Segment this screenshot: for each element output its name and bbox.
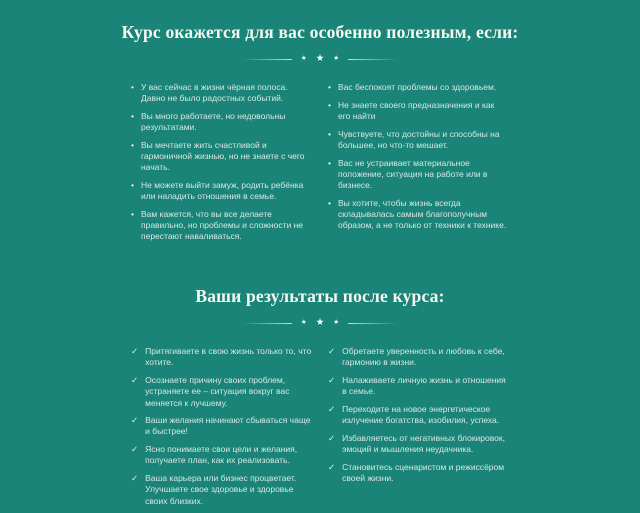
page-title: Ваши результаты после курса: xyxy=(195,286,445,307)
divider-line xyxy=(242,323,292,324)
star-icon: ★ xyxy=(300,55,307,62)
list-item xyxy=(328,375,509,397)
bullet-icon: • xyxy=(328,128,331,139)
check-icon: ✓ xyxy=(131,444,139,455)
two-column-list xyxy=(131,346,509,513)
list-item-text: Вы хотите, чтобы жизнь всегда складывалась самым благополучным образом, а не только от техники к технике. xyxy=(337,197,507,231)
star-icon: ★ xyxy=(315,317,325,329)
list-item-text: Вас не устраивает материальное положение, ситуация на работе или в бизнесе. xyxy=(337,157,488,191)
bullet-icon: • xyxy=(131,82,134,92)
check-icon: ✓ xyxy=(328,375,336,386)
list-item-text: Чувствуете, что достойны и способны на большее, но что-то мешает. xyxy=(337,128,500,150)
list-item xyxy=(131,180,312,202)
check-icon: ✓ xyxy=(328,404,336,414)
list-item-text: Переходите на новое энергетическое излучение богатства, изобилия, успеха. xyxy=(342,404,500,426)
list-item xyxy=(131,111,312,133)
list-item-text: Осознаете причину своих проблем, устраняете ее – ситуация вокруг вас меняется к лучшему. xyxy=(145,375,290,408)
list-item-text: Притягиваете в свою жизнь только то, что хотите. xyxy=(145,346,312,368)
list-item xyxy=(328,100,509,122)
two-column-list xyxy=(131,82,509,249)
bullet-icon: • xyxy=(328,197,331,208)
list-item xyxy=(328,158,509,192)
bullet-icon: • xyxy=(131,180,134,191)
list-item xyxy=(328,404,509,426)
list-item xyxy=(328,346,509,368)
list-item xyxy=(131,415,312,437)
check-icon: ✓ xyxy=(131,473,139,484)
list-column-right xyxy=(328,346,509,513)
list-item xyxy=(131,444,312,466)
list-item xyxy=(131,473,312,507)
star-icon: ★ xyxy=(300,319,307,327)
list-item-text: Не можете выйти замуж, родить ребёнка или наладить отношения в семье. xyxy=(140,180,304,202)
page-title: Курс окажется для вас особенно полезным, если: xyxy=(121,22,519,42)
check-icon: ✓ xyxy=(328,461,336,472)
list-item xyxy=(328,82,509,93)
list-item-text: Становитесь сценаристом и режиссёром своей жизни. xyxy=(342,461,505,484)
section-course-results xyxy=(0,286,640,513)
list-item-text: Ясно понимаете свои цели и желания, получаете план, как их реализовать. xyxy=(145,444,298,466)
section-course-useful xyxy=(0,22,640,249)
list-column-right xyxy=(328,82,509,249)
check-icon: ✓ xyxy=(328,432,336,443)
bullet-icon: • xyxy=(131,110,134,121)
list-item xyxy=(131,375,312,409)
star-icon: ★ xyxy=(315,53,325,64)
list-item xyxy=(131,82,312,104)
list-item xyxy=(328,198,509,232)
list-item-text: Вас беспокоят проблемы со здоровьем. xyxy=(337,82,497,92)
list-item-text: У вас сейчас в жизни чёрная полоса. Давно не было радостных событий. xyxy=(140,82,288,104)
star-divider xyxy=(0,318,640,328)
star-divider xyxy=(0,54,640,64)
list-item-text: Вы мечтаете жить счастливой и гармоничной жизнью, но не знаете с чего начать. xyxy=(140,139,305,173)
list-item xyxy=(328,129,509,151)
list-item-text: Избавляетесь от негативных блокировок, эмоций и мышления неудачника. xyxy=(342,432,505,455)
list-item xyxy=(328,433,509,455)
bullet-icon: • xyxy=(131,208,134,219)
list-column-left xyxy=(131,82,312,249)
bullet-icon: • xyxy=(328,157,331,168)
divider-line xyxy=(348,59,398,60)
bullet-icon: • xyxy=(328,82,331,92)
list-item-text: Вы много работаете, но недовольны результатами. xyxy=(140,110,286,133)
list-item-text: Ваши желания начинают сбываться чаще и быстрее! xyxy=(145,415,311,437)
list-item xyxy=(131,140,312,174)
check-icon: ✓ xyxy=(328,346,336,357)
list-item xyxy=(131,346,312,368)
list-item-text: Ваша карьера или бизнес процветает. Улучшаете свое здоровье и здоровье своих близких. xyxy=(145,473,297,506)
list-item-text: Не знаете своего предназначения и как его найти xyxy=(337,99,495,121)
bullet-icon: • xyxy=(328,99,331,110)
check-icon: ✓ xyxy=(131,375,139,386)
check-icon: ✓ xyxy=(131,415,139,426)
list-item xyxy=(328,462,509,484)
list-item-text: Налаживаете личную жизнь и отношения в семье. xyxy=(342,375,506,397)
check-icon: ✓ xyxy=(131,346,139,357)
list-item-text: Обретаете уверенность и любовь к себе, гармонию в жизни. xyxy=(342,346,505,368)
divider-line xyxy=(348,323,398,324)
list-item-text: Вам кажется, что вы все делаете правильно, но проблемы и сложности не перестают наваливаться. xyxy=(140,208,303,242)
divider-line xyxy=(242,59,292,60)
star-icon: ★ xyxy=(333,319,340,327)
bullet-icon: • xyxy=(131,139,134,150)
star-icon: ★ xyxy=(333,55,340,62)
list-item xyxy=(131,209,312,243)
list-column-left xyxy=(131,346,312,513)
